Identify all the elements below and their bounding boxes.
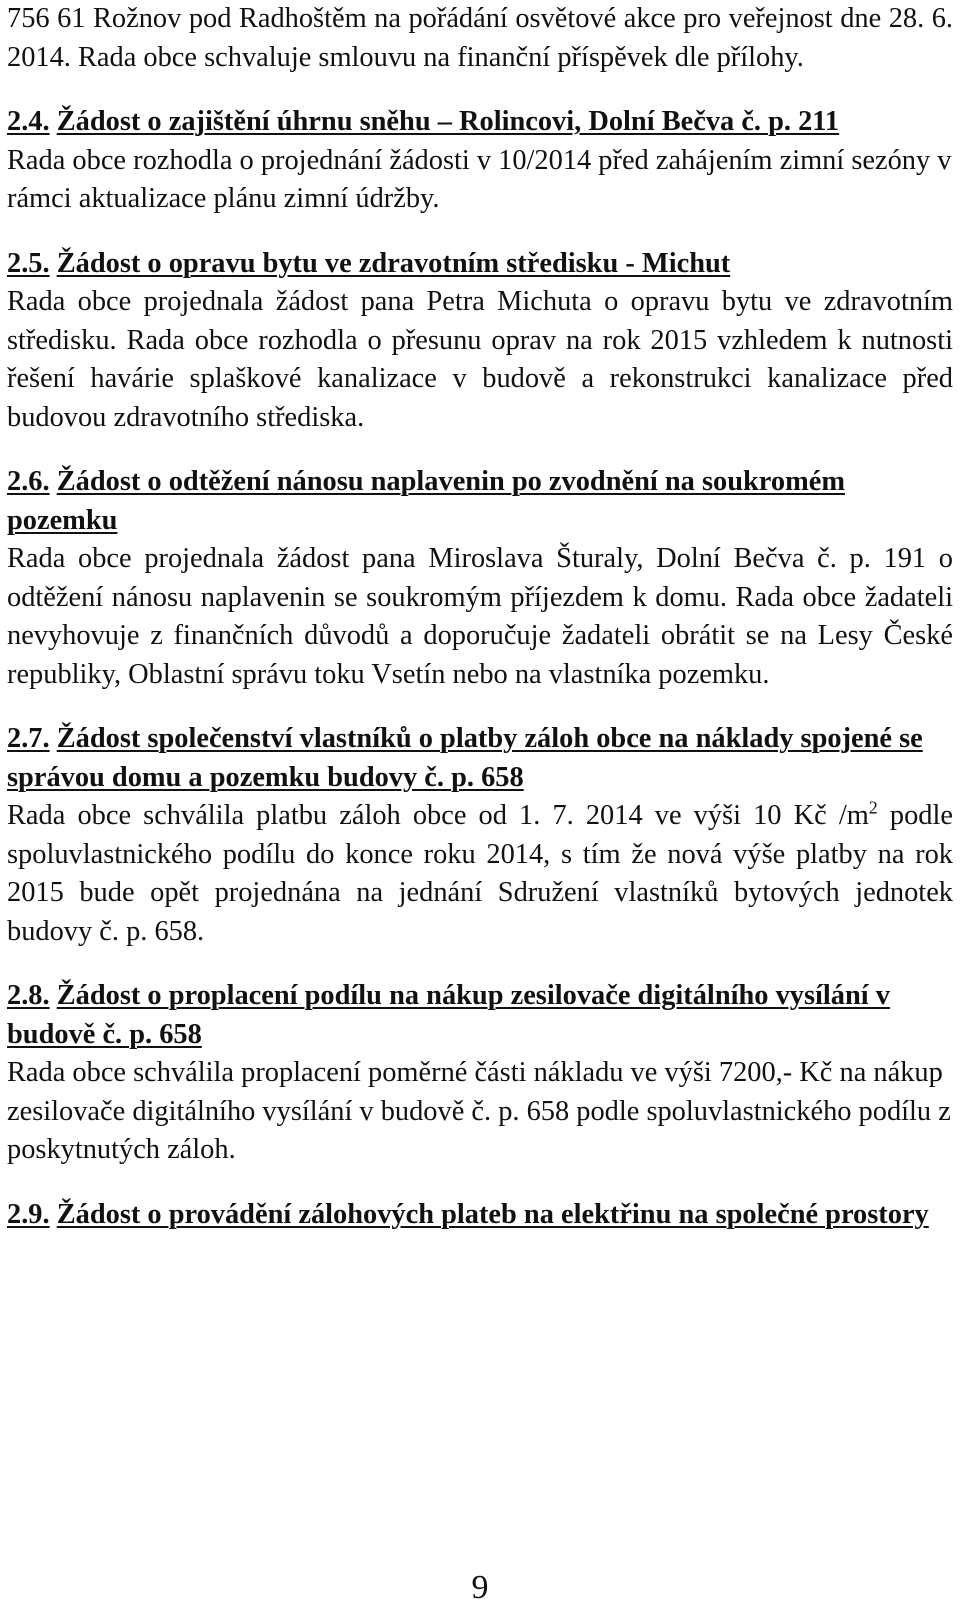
section-body-2-6: Rada obce projednala žádost pana Miroslava Šturaly, Dolní Bečva č. p. 191 o odtěžení nánosu naplavenin se soukromým příjezdem k domu. Rada obce žadateli nevyhovuje z finančních důvodů a doporučuje žadateli obrátit se na Lesy České republiky, Oblastní správu toku Vsetín nebo na vlastníka pozemku. (7, 543, 953, 690)
section-body-2-4: Rada obce rozhodla o projednání žádosti v 10/2014 před zahájením zimní sezóny v rámci aktualizace plánu zimní údržby. (7, 144, 952, 214)
section-heading-2-6 (7, 463, 953, 540)
section-number: 2.8. (7, 980, 50, 1011)
document-page (7, 0, 953, 1234)
section-title: Žádost o odtěžení nánosu naplavenin po zvodnění na soukromém pozemku (7, 466, 845, 536)
section-heading-2-8 (7, 977, 953, 1054)
intro-paragraph: 756 61 Rožnov pod Radhoštěm na pořádání osvětové akce pro veřejnost dne 28. 6. 2014. Rada obce schvaluje smlouvu na finanční příspěvek dle přílohy. (7, 3, 953, 73)
section-number: 2.6. (7, 466, 50, 497)
page-number: 9 (471, 1569, 489, 1606)
section-number: 2.5. (7, 247, 50, 279)
section-heading-2-9 (7, 1196, 953, 1235)
section-body-2-5: Rada obce projednala žádost pana Petra Michuta o opravu bytu ve zdravotním středisku. Rada obce rozhodla o přesunu oprav na rok 2015 vzhledem k nutnosti řešení havárie splaškové kanalizace v budově a rekonstrukci kanalizace před budovou zdravotního střediska. (7, 286, 953, 433)
superscript-2: 2 (868, 797, 878, 818)
body-text-part: podle spoluvlastnického podílu do konce roku 2014, s tím že nová výše platby na rok 2015 bude opět projednána na jednání Sdružení vlastníků bytových jednotek budovy č. p. 658. (7, 800, 953, 947)
section-title: Žádost o provádění zálohových plateb na elektřinu na společné prostory (56, 1198, 929, 1230)
section-heading-2-7 (7, 720, 953, 797)
section-number: 2.7. (7, 723, 50, 754)
section-title: Žádost o proplacení podílu na nákup zesilovače digitálního vysílání v budově č. p. 658 (7, 980, 890, 1050)
section-body-2-8: Rada obce schválila proplacení poměrné části nákladu ve výši 7200,- Kč na nákup zesilovače digitálního vysílání v budově č. p. 658 podle spoluvlastnického podílu z poskytnutých záloh. (7, 1057, 951, 1165)
section-number: 2.4. (7, 106, 50, 137)
section-title: Žádost o zajištění úhrnu sněhu – Rolincovi, Dolní Bečva č. p. 211 (56, 106, 840, 137)
section-title: Žádost o opravu bytu ve zdravotním středisku - Michut (56, 247, 731, 279)
section-body-2-7 (7, 797, 953, 951)
section-heading-2-4 (7, 103, 953, 142)
section-number: 2.9. (7, 1198, 50, 1230)
body-text-part: Rada obce schválila platbu záloh obce od 1. 7. 2014 ve výši 10 Kč /m (7, 800, 869, 831)
section-title: Žádost společenství vlastníků o platby záloh obce na náklady spojené se správou domu a pozemku budovy č. p. 658 (7, 723, 923, 793)
section-heading-2-5 (7, 245, 953, 284)
